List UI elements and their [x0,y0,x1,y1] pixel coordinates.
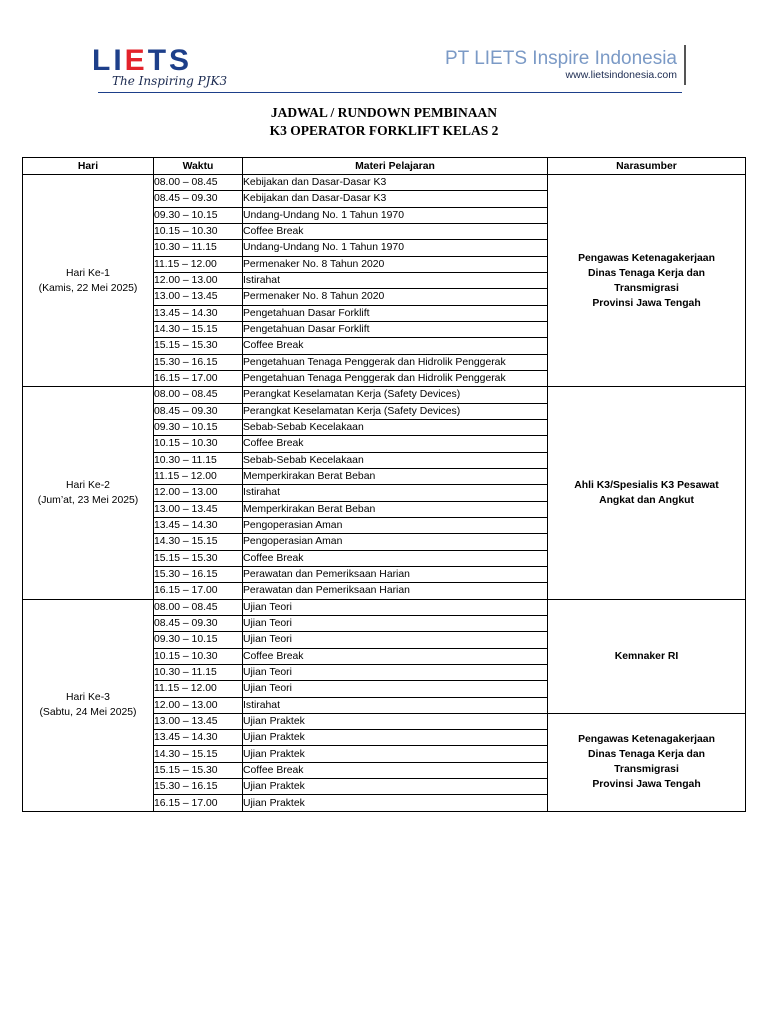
speaker-line: Transmigrasi [614,282,679,294]
logo-tagline: The Inspiring PJK3 [112,74,228,88]
header-materi: Materi Pelajaran [243,158,548,175]
time-cell: 14.30 – 15.15 [154,534,243,550]
time-cell: 16.15 – 17.00 [154,583,243,599]
time-cell: 14.30 – 15.15 [154,746,243,762]
material-cell: Istirahat [243,485,548,501]
material-cell: Perawatan dan Pemeriksaan Harian [243,566,548,582]
speaker-cell [548,175,746,387]
day-date: (Jum’at, 23 Mei 2025) [37,494,139,506]
material-cell: Coffee Break [243,550,548,566]
time-cell: 09.30 – 10.15 [154,419,243,435]
time-cell: 15.15 – 15.30 [154,550,243,566]
material-cell: Ujian Praktek [243,795,548,811]
time-cell: 10.15 – 10.30 [154,223,243,239]
material-cell: Ujian Teori [243,664,548,680]
material-cell: Ujian Teori [243,681,548,697]
table-row [23,387,746,403]
material-cell: Undang-Undang No. 1 Tahun 1970 [243,207,548,223]
time-cell: 16.15 – 17.00 [154,370,243,386]
table-row [23,599,746,615]
material-cell: Pengoperasian Aman [243,534,548,550]
material-cell: Memperkirakan Berat Beban [243,501,548,517]
material-cell: Kebijakan dan Dasar-Dasar K3 [243,175,548,191]
speaker-line: Provinsi Jawa Tengah [592,297,701,309]
logo-wordmark: LIETS [92,44,193,77]
speaker-cell [548,713,746,811]
speaker-line: Dinas Tenaga Kerja dan [587,267,706,279]
header-divider-vertical [684,45,686,85]
time-cell: 16.15 – 17.00 [154,795,243,811]
material-cell: Permenaker No. 8 Tahun 2020 [243,256,548,272]
time-cell: 15.30 – 16.15 [154,354,243,370]
material-cell: Pengetahuan Dasar Forklift [243,321,548,337]
day-cell [23,387,154,599]
material-cell: Perangkat Keselamatan Kerja (Safety Devices) [243,387,548,403]
day-date: (Sabtu, 24 Mei 2025) [39,707,137,719]
material-cell: Sebab-Sebab Kecelakaan [243,452,548,468]
time-cell: 15.30 – 16.15 [154,779,243,795]
speaker-cell [548,387,746,599]
time-cell: 12.00 – 13.00 [154,272,243,288]
material-cell: Permenaker No. 8 Tahun 2020 [243,289,548,305]
header-narasumber: Narasumber [548,158,746,175]
time-cell: 08.00 – 08.45 [154,387,243,403]
schedule-body [23,175,746,812]
time-cell: 12.00 – 13.00 [154,485,243,501]
time-cell: 08.45 – 09.30 [154,191,243,207]
material-cell: Istirahat [243,697,548,713]
day-cell [23,599,154,811]
material-cell: Pengetahuan Dasar Forklift [243,305,548,321]
material-cell: Pengoperasian Aman [243,517,548,533]
time-cell: 13.00 – 13.45 [154,713,243,729]
header-waktu: Waktu [154,158,243,175]
table-row [23,175,746,191]
speaker-line: Dinas Tenaga Kerja dan [587,749,706,761]
document-subtitle: K3 OPERATOR FORKLIFT KELAS 2 [269,123,499,138]
material-cell: Coffee Break [243,762,548,778]
material-cell: Coffee Break [243,648,548,664]
time-cell: 09.30 – 10.15 [154,207,243,223]
time-cell: 12.00 – 13.00 [154,697,243,713]
time-cell: 15.15 – 15.30 [154,338,243,354]
table-header-row [23,158,746,175]
time-cell: 15.30 – 16.15 [154,566,243,582]
material-cell: Ujian Praktek [243,713,548,729]
company-website: www.lietsindonesia.com [565,69,677,81]
material-cell: Ujian Praktek [243,730,548,746]
time-cell: 11.15 – 12.00 [154,468,243,484]
time-cell: 14.30 – 15.15 [154,321,243,337]
day-label: Hari Ke-3 [66,692,110,704]
material-cell: Pengetahuan Tenaga Penggerak dan Hidrolik Penggerak [243,354,548,370]
time-cell: 13.45 – 14.30 [154,730,243,746]
day-cell [23,175,154,387]
time-cell: 09.30 – 10.15 [154,632,243,648]
day-label: Hari Ke-1 [66,267,110,279]
schedule-table [22,157,746,812]
time-cell: 11.15 – 12.00 [154,681,243,697]
time-cell: 10.15 – 10.30 [154,648,243,664]
speaker-line: Kemnaker RI [614,650,679,662]
speaker-line: Transmigrasi [614,764,679,776]
material-cell: Ujian Teori [243,615,548,631]
day-label: Hari Ke-2 [66,479,110,491]
material-cell: Kebijakan dan Dasar-Dasar K3 [243,191,548,207]
material-cell: Perawatan dan Pemeriksaan Harian [243,583,548,599]
header-divider [98,92,682,93]
speaker-line: Angkat dan Angkut [599,494,694,506]
time-cell: 10.30 – 11.15 [154,240,243,256]
time-cell: 08.45 – 09.30 [154,615,243,631]
material-cell: Ujian Teori [243,632,548,648]
time-cell: 10.30 – 11.15 [154,452,243,468]
material-cell: Ujian Praktek [243,746,548,762]
material-cell: Sebab-Sebab Kecelakaan [243,419,548,435]
material-cell: Memperkirakan Berat Beban [243,468,548,484]
speaker-line: Pengawas Ketenagakerjaan [578,734,715,746]
time-cell: 10.30 – 11.15 [154,664,243,680]
material-cell: Pengetahuan Tenaga Penggerak dan Hidrolik Penggerak [243,370,548,386]
company-logo [92,46,242,96]
header-hari: Hari [23,158,154,175]
speaker-line: Ahli K3/Spesialis K3 Pesawat [574,479,719,491]
time-cell: 13.00 – 13.45 [154,501,243,517]
material-cell: Perangkat Keselamatan Kerja (Safety Devices) [243,403,548,419]
company-name: PT LIETS Inspire Indonesia [445,48,677,69]
time-cell: 15.15 – 15.30 [154,762,243,778]
time-cell: 08.00 – 08.45 [154,175,243,191]
day-date: (Kamis, 22 Mei 2025) [38,282,138,294]
time-cell: 13.00 – 13.45 [154,289,243,305]
time-cell: 13.45 – 14.30 [154,305,243,321]
material-cell: Coffee Break [243,223,548,239]
time-cell: 08.00 – 08.45 [154,599,243,615]
material-cell: Ujian Praktek [243,779,548,795]
time-cell: 08.45 – 09.30 [154,403,243,419]
material-cell: Undang-Undang No. 1 Tahun 1970 [243,240,548,256]
time-cell: 13.45 – 14.30 [154,517,243,533]
time-cell: 11.15 – 12.00 [154,256,243,272]
time-cell: 10.15 – 10.30 [154,436,243,452]
material-cell: Coffee Break [243,338,548,354]
material-cell: Ujian Teori [243,599,548,615]
speaker-line: Pengawas Ketenagakerjaan [578,252,715,264]
document-title: JADWAL / RUNDOWN PEMBINAAN [270,105,498,120]
speaker-cell [548,599,746,713]
material-cell: Coffee Break [243,436,548,452]
material-cell: Istirahat [243,272,548,288]
speaker-line: Provinsi Jawa Tengah [592,779,701,791]
